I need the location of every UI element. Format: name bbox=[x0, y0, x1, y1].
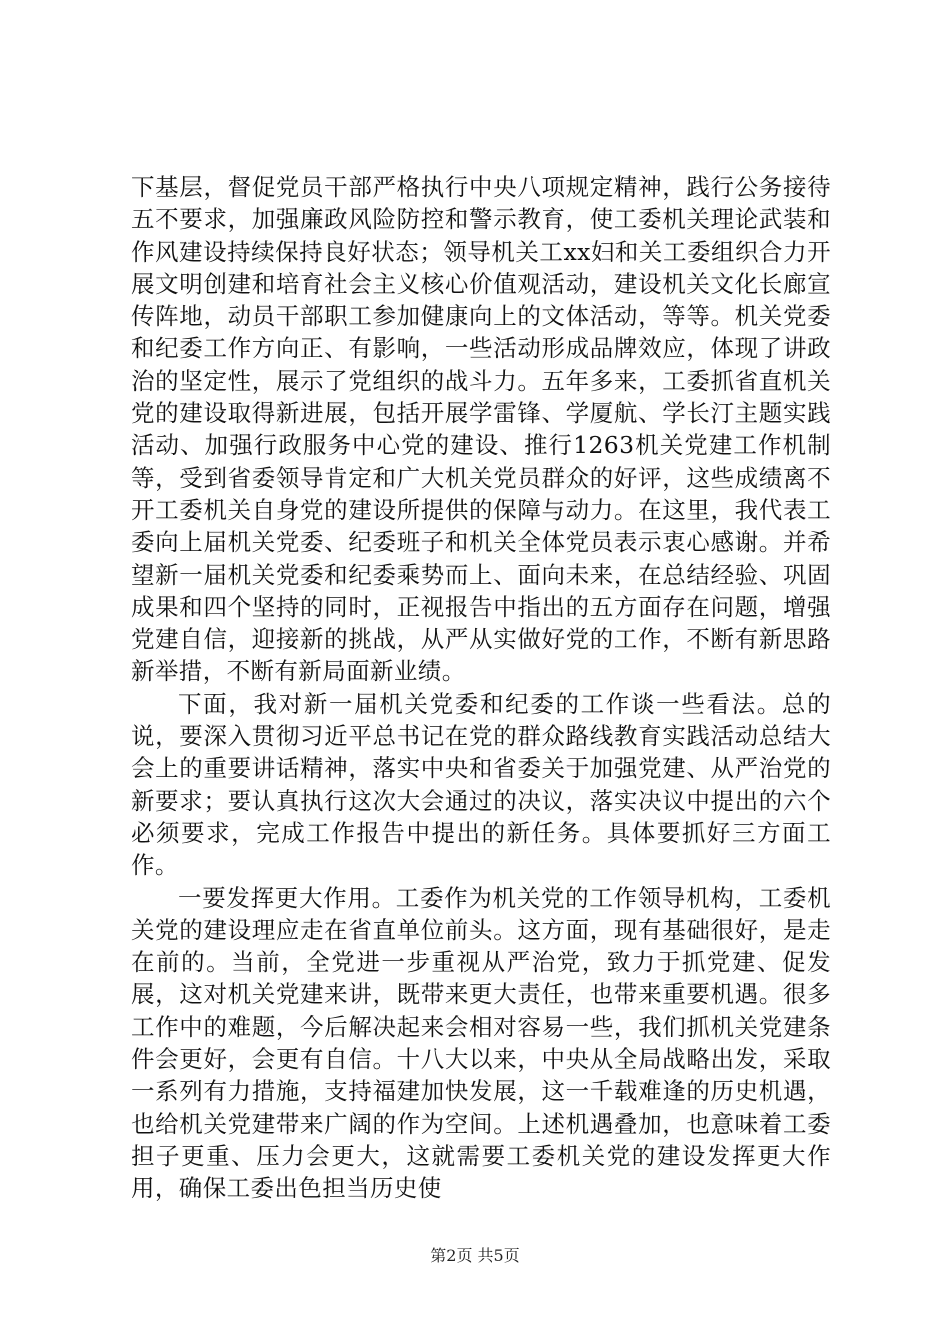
body-text bbox=[131, 171, 831, 1205]
paragraph-3: 一要发挥更大作用。工委作为机关党的工作领导机构，工委机关党的建设理应走在省直单位前头。这方面，现有基础很好，是走在前的。当前，全党进一步重视从严治党，致力于抓党建、促发展，这对机关党建来讲，既带来更大责任，也带来重要机遇。很多工作中的难题，今后解决起来会相对容易一些，我们抓机关党建条件会更好，会更有自信。十八大以来，中央从全局战略出发，采取一系列有力措施，支持福建加快发展，这一千载难逢的历史机遇，也给机关党建带来广阔的作为空间。上述机遇叠加，也意味着工委担子更重、压力会更大，这就需要工委机关党的建设发挥更大作用，确保工委出色担当历史使 bbox=[131, 883, 831, 1203]
paragraph-2: 下面，我对新一届机关党委和纪委的工作谈一些看法。总的说，要深入贯彻习近平总书记在党的群众路线教育实践活动总结大会上的重要讲话精神，落实中央和省委关于加强党建、从严治党的新要求；要认真执行这次大会通过的决议，落实决议中提出的六个必须要求，完成工作报告中提出的新任务。具体要抓好三方面工作。 bbox=[131, 689, 831, 880]
page-number-footer: 第2页 共5页 bbox=[430, 1246, 520, 1265]
paragraph-1: 下基层，督促党员干部严格执行中央八项规定精神，践行公务接待五不要求，加强廉政风险防控和警示教育，使工委机关理论武装和作风建设持续保持良好状态；领导机关工xx妇和关工委组织合力开展文明创建和培育社会主义核心价值观活动，建设机关文化长廊宣传阵地，动员干部职工参加健康向上的文体活动，等等。机关党委和纪委工作方向正、有影响，一些活动形成品牌效应，体现了讲政治的坚定性，展示了党组织的战斗力。五年多来，工委抓省直机关党的建设取得新进展，包括开展学雷锋、学厦航、学长汀主题实践活动、加强行政服务中心党的建设、推行1263机关党建工作机制等，受到省委领导肯定和广大机关党员群众的好评，这些成绩离不开工委机关自身党的建设所提供的保障与动力。在这里，我代表工委向上届机关党委、纪委班子和机关全体党员表示衷心感谢。并希望新一届机关党委和纪委乘势而上、面向未来，在总结经验、巩固成果和四个坚持的同时，正视报告中指出的五方面存在问题，增强党建自信，迎接新的挑战，从严从实做好党的工作，不断有新思路新举措，不断有新局面新业绩。 bbox=[131, 173, 831, 686]
